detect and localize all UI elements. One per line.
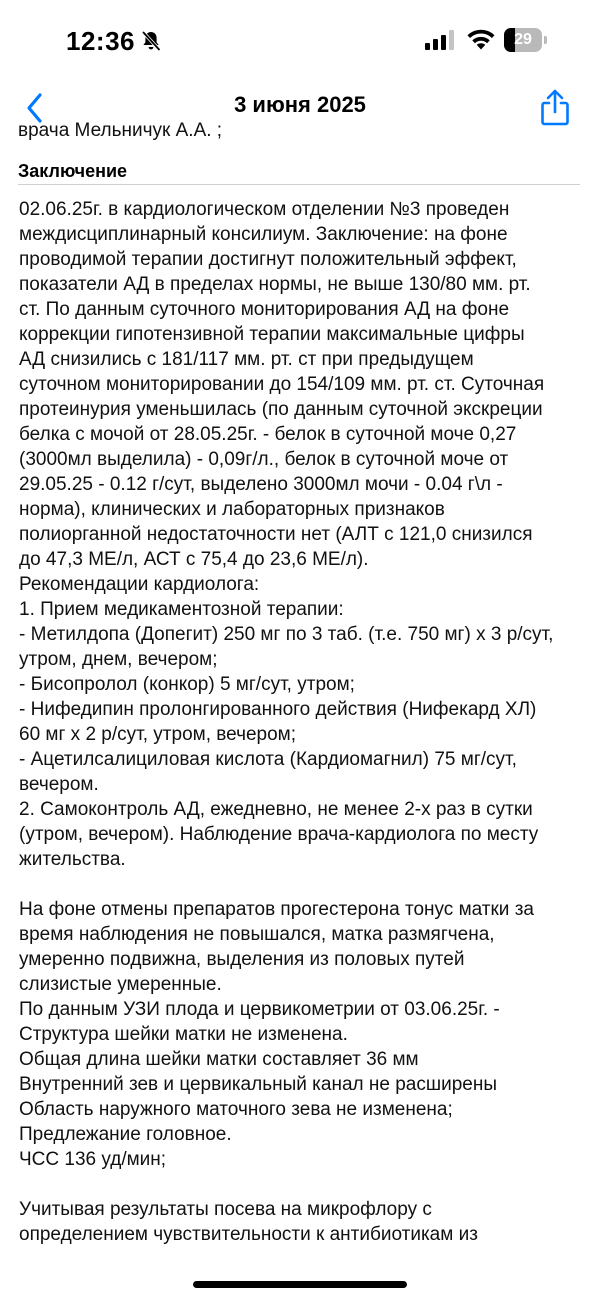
text-line: вечером. (19, 774, 99, 795)
home-indicator[interactable] (193, 1281, 407, 1288)
text-line: показатели АД в пределах нормы, не выше 130/80 мм. рт. (19, 274, 531, 295)
status-bar (0, 0, 600, 80)
text-line: Рекомендации кардиолога: (19, 574, 260, 595)
text-line: норма), клинических и лабораторных признаков (19, 499, 445, 520)
text-line: ст. По данным суточного мониторирования АД на фоне (19, 299, 510, 320)
text-line: слизистые умеренные. (19, 974, 222, 995)
battery-cap (544, 36, 547, 44)
text-line: ЧСС 136 уд/мин; (19, 1149, 167, 1170)
text-line: - Метилдопа (Допегит) 250 мг по 3 таб. (т.е. 750 мг) х 3 р/сут, (19, 624, 554, 645)
text-line: Учитывая результаты посева на микрофлору с (19, 1199, 432, 1220)
conclusion-text (19, 197, 589, 1247)
cellular-signal-icon (425, 30, 455, 50)
text-line: АД снизились с 181/117 мм. рт. ст при предыдущем (19, 349, 474, 370)
text-line: (3000мл выделила) - 0,09г/л., белок в суточной моче от (19, 449, 509, 470)
text-line: Область наружного маточного зева не изменена; (19, 1099, 453, 1120)
section-title: Заключение (18, 161, 128, 181)
text-line: Структура шейки матки не изменена. (19, 1024, 348, 1045)
text-line: белка с мочой от 28.05.25г. - белок в суточной моче 0,27 (19, 424, 517, 445)
text-line (19, 872, 589, 897)
section-divider (18, 184, 580, 185)
text-line: 29.05.25 - 0.12 г/сут, выделено 3000мл мочи - 0.04 г\л - (19, 474, 503, 495)
text-line: - Нифедипин пролонгированного действия (Нифекард ХЛ) (19, 699, 537, 720)
text-line: 1. Прием медикаментозной терапии: (19, 599, 344, 620)
text-line: коррекции гипотензивной терапии максимальные цифры (19, 324, 525, 345)
bell-off-icon (140, 30, 162, 52)
text-line: определением чувствительности к антибиотикам из (19, 1224, 478, 1245)
wifi-icon (466, 28, 496, 50)
text-line: Предлежание головное. (19, 1124, 232, 1145)
battery-level: 29 (514, 31, 532, 48)
text-line: - Бисопролол (конкор) 5 мг/сут, утром; (19, 674, 355, 695)
text-line: полиорганной недостаточности нет (АЛТ с 121,0 снизился (19, 524, 533, 545)
text-line (19, 1172, 589, 1197)
page-title: 3 июня 2025 (234, 92, 366, 117)
text-line: Общая длина шейки матки составляет 36 мм (19, 1049, 419, 1070)
text-line: На фоне отмены препаратов прогестерона тонус матки за (19, 899, 534, 920)
battery-indicator (504, 28, 550, 52)
cut-off-text-line: врача Мельничук А.А. ; (18, 120, 223, 141)
text-line: время наблюдения не повышался, матка размягчена, (19, 924, 495, 945)
text-line: По данным УЗИ плода и цервикометрии от 03.06.25г. - (19, 999, 500, 1020)
text-line: проводимой терапии достигнут положительный эффект, (19, 249, 517, 270)
text-line: 60 мг х 2 р/сут, утром, вечером; (19, 724, 297, 745)
text-line: утром, днем, вечером; (19, 649, 218, 670)
text-line: суточном мониторировании до 154/109 мм. рт. ст. Суточная (19, 374, 545, 395)
document-content[interactable] (0, 120, 600, 1260)
battery-body (504, 28, 542, 52)
text-line: - Ацетилсалициловая кислота (Кардиомагнил) 75 мг/сут, (19, 749, 517, 770)
status-time: 12:36 (66, 26, 135, 56)
text-line: до 47,3 МЕ/л, АСТ с 75,4 до 23,6 МЕ/л). (19, 549, 369, 570)
text-line: 02.06.25г. в кардиологическом отделении №3 проведен (19, 199, 510, 220)
text-line: умеренно подвижна, выделения из половых путей (19, 949, 465, 970)
text-line: протеинурия уменьшилась (по данным суточной экскреции (19, 399, 543, 420)
text-line: (утром, вечером). Наблюдение врача-кардиолога по месту (19, 824, 539, 845)
text-line: 2. Самоконтроль АД, ежедневно, не менее 2-х раз в сутки (19, 799, 533, 820)
text-line: междисциплинарный консилиум. Заключение: на фоне (19, 224, 508, 245)
text-line: жительства. (19, 849, 126, 870)
text-line: Внутренний зев и цервикальный канал не расширены (19, 1074, 497, 1095)
